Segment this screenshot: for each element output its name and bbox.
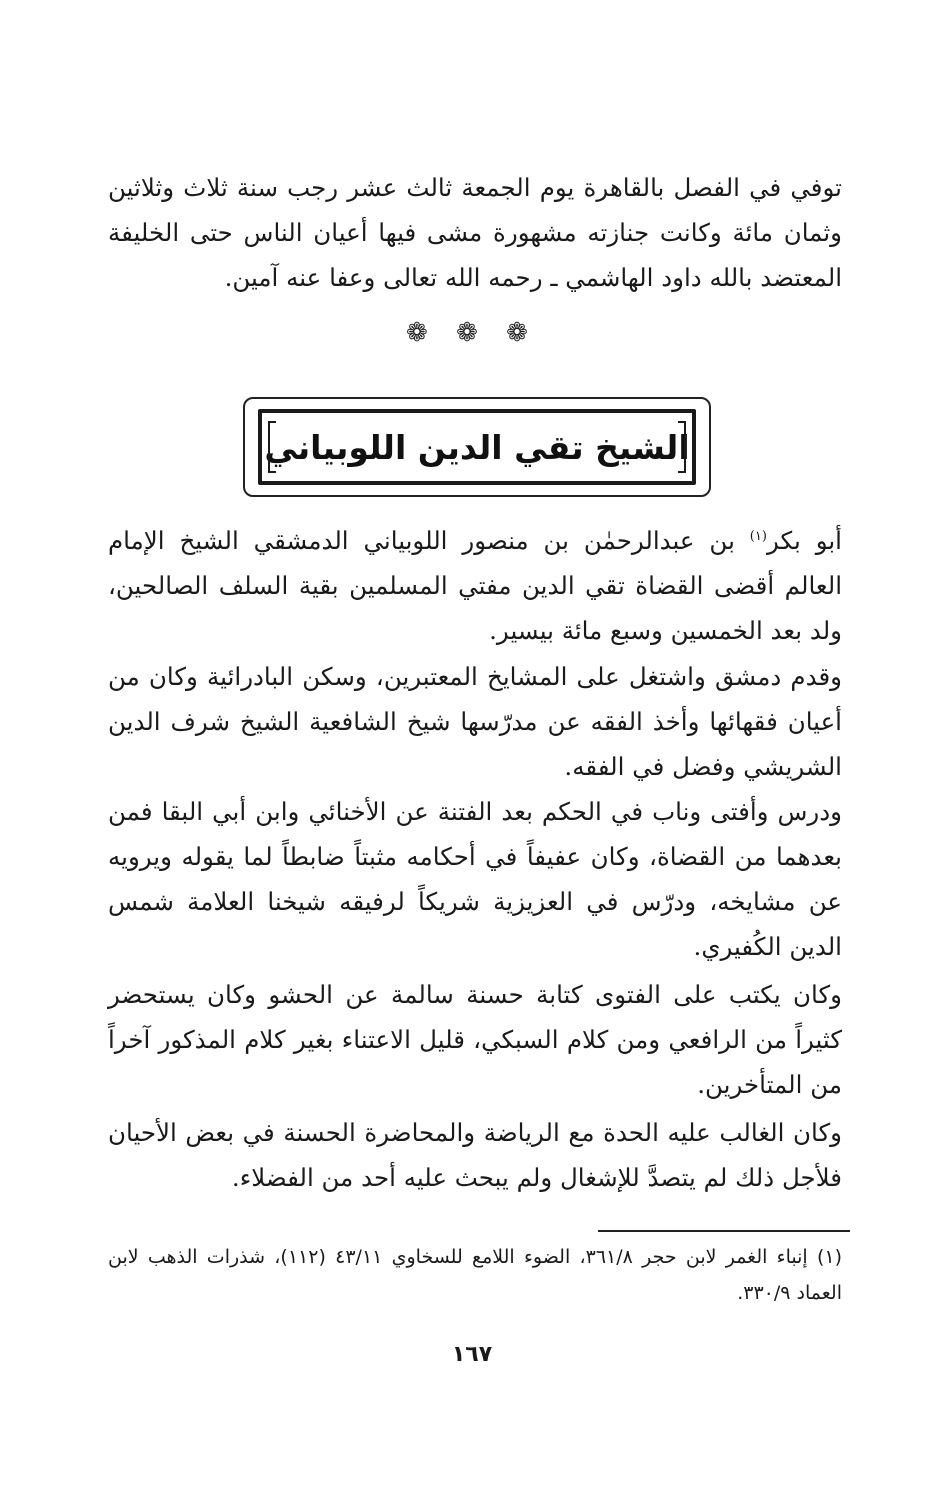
section-title-frame [243,397,711,497]
biography-paragraph-4: وكان يكتب على الفتوى كتابة حسنة سالمة عن الحشو وكان يستحضر كثيراً من الرافعي ومن كلام السبكي، قليل الاعتناء بغير كلام المذكور آخراً من المتأخرين. [108,980,842,1099]
page-number: ١٦٧ [451,1342,493,1367]
biography-paragraph-1-text: بن عبدالرحمٰن بن منصور اللوبياني الدمشقي الشيخ الإمام العالم أقضى القضاة تقي الدين مفتي المسلمين بقية السلف الصالحين، ولد بعد الخمسين وسبع مائة بيسير. [108,526,842,645]
footnote-separator [598,1230,850,1232]
biography-paragraph-3: ودرس وأفتى وناب في الحكم بعد الفتنة عن الأخنائي وابن أبي البقا فمن بعدهما من القضاة، وكان عفيفاً في أحكامه مثبتاً ضابطاً لما يقوله ويرويه عن مشايخه، ودرّس في العزيزية شريكاً لرفيقه شيخنا العلامة شمس الدين الكُفيري. [108,797,842,961]
biography-paragraph-5: وكان الغالب عليه الحدة مع الرياضة والمحاضرة الحسنة في بعض الأحيان فلأجل ذلك لم يتصدَّ للإشغال ولم يبحث عليه أحد من الفضلاء. [108,1118,842,1192]
section-divider-ornament: ❁ ❁ ❁ [406,318,538,348]
biography-name-start: أبو بكر [766,526,842,555]
section-title: الشيخ تقي الدين اللوبياني [264,427,690,467]
biography-paragraph-1 [108,518,842,653]
section-title-inner-border [258,409,696,485]
footnote-reference[interactable]: (١) [749,528,767,544]
biography-paragraph-2: وقدم دمشق واشتغل على المشايخ المعتبرين، وسكن البادرائية وكان من أعيان فقهائها وأخذ الفقه عن مدرّسها شيخ الشافعية الشيخ شرف الدين الشريشي وفضل في الفقه. [108,662,842,781]
footnote: (١) إنباء الغمر لابن حجر ٣٦١/٨، الضوء اللامع للسخاوي ٤٣/١١ (١١٢)، شذرات الذهب لابن العماد ٣٣٠/٩. [108,1246,842,1304]
intro-paragraph: توفي في الفصل بالقاهرة يوم الجمعة ثالث عشر رجب سنة ثلاث وثلاثين وثمان مائة وكانت جنازته مشهورة مشى فيها أعيان الناس حتى الخليفة المعتضد بالله داود الهاشمي ـ رحمه الله تعالى وعفا عنه آمين. [108,173,842,292]
